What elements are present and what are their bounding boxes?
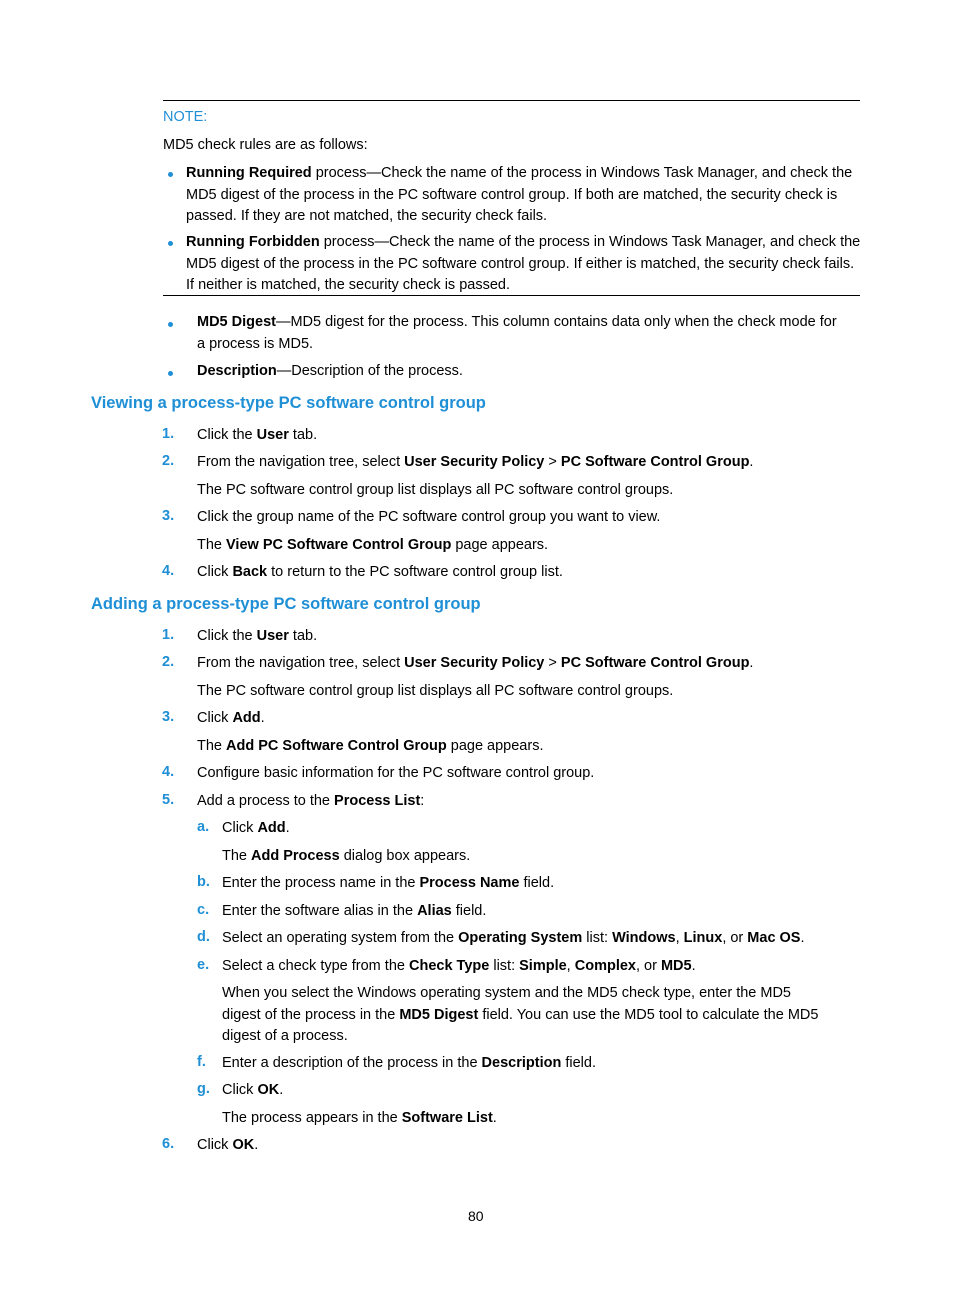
note-rule-running-forbidden: Running Forbidden process—Check the name of the process in Windows Task Manager, and check the MD5 digest of the process in the PC software control group. If either is matched, the security check fails. If neither is matched, the security check is passed. (186, 234, 861, 293)
add-step-6: Click OK. (197, 1137, 259, 1153)
note-top-rule (163, 100, 860, 101)
heading-viewing: Viewing a process-type PC software control group (91, 394, 486, 412)
add-step-1: Click the User tab. (197, 628, 318, 644)
step-number: 6. (162, 1136, 175, 1152)
view-step-1: Click the User tab. (197, 427, 318, 443)
view-step-2-result: The PC software control group list displays all PC software control groups. (197, 482, 674, 498)
add-substep-a: Click Add. (222, 820, 290, 836)
view-step-3: Click the group name of the PC software control group you want to view. (197, 509, 661, 525)
page-number: 80 (468, 1208, 484, 1224)
step-number: 1. (162, 426, 175, 442)
step-number: 3. (162, 709, 175, 725)
note-intro: MD5 check rules are as follows: (163, 137, 368, 153)
add-step-4: Configure basic information for the PC software control group. (197, 765, 595, 781)
step-number: 3. (162, 508, 175, 524)
add-step-2: From the navigation tree, select User Security Policy > PC Software Control Group. (197, 655, 754, 671)
substep-letter: g. (197, 1081, 210, 1097)
add-substep-b: Enter the process name in the Process Name field. (222, 875, 555, 891)
field-bullet-1 (168, 322, 173, 327)
step-number: 5. (162, 792, 175, 808)
note-bullet-1 (168, 172, 173, 177)
add-substep-e-note: When you select the Windows operating system and the MD5 check type, enter the MD5 digest of the process in the MD5 Digest field. You can use the MD5 tool to calculate the MD5 digest of a process. (222, 985, 819, 1044)
add-substep-a-result: The Add Process dialog box appears. (222, 848, 471, 864)
add-substep-f: Enter a description of the process in the Description field. (222, 1055, 596, 1071)
heading-adding: Adding a process-type PC software control group (91, 595, 481, 613)
substep-letter: a. (197, 819, 210, 835)
substep-letter: d. (197, 929, 210, 945)
add-step-3-result: The Add PC Software Control Group page appears. (197, 738, 544, 754)
add-substep-d: Select an operating system from the Operating System list: Windows, Linux, or Mac OS. (222, 930, 805, 946)
note-label: NOTE: (163, 109, 208, 125)
note-bullet-2 (168, 241, 173, 246)
note-rule-running-required: Running Required process—Check the name of the process in Windows Task Manager, and check the MD5 digest of the process in the PC software control group. If both are matched, the security check is passed. If they are not matched, the security check fails. (186, 165, 853, 224)
field-bullet-2 (168, 371, 173, 376)
view-step-2: From the navigation tree, select User Security Policy > PC Software Control Group. (197, 454, 754, 470)
step-number: 2. (162, 654, 175, 670)
add-substep-g-result: The process appears in the Software List. (222, 1110, 497, 1126)
add-step-3: Click Add. (197, 710, 265, 726)
add-step-2-result: The PC software control group list displays all PC software control groups. (197, 683, 674, 699)
step-number: 2. (162, 453, 175, 469)
add-substep-e: Select a check type from the Check Type list: Simple, Complex, or MD5. (222, 958, 696, 974)
substep-letter: e. (197, 957, 210, 973)
field-md5-digest: MD5 Digest—MD5 digest for the process. This column contains data only when the check mode for a process is MD5. (197, 314, 837, 352)
note-bottom-rule (163, 295, 860, 296)
field-description: Description—Description of the process. (197, 363, 463, 379)
view-step-4: Click Back to return to the PC software control group list. (197, 564, 563, 580)
add-step-5: Add a process to the Process List: (197, 793, 425, 809)
substep-letter: b. (197, 874, 210, 890)
step-number: 1. (162, 627, 175, 643)
view-step-3-result: The View PC Software Control Group page appears. (197, 537, 549, 553)
add-substep-c: Enter the software alias in the Alias field. (222, 903, 487, 919)
step-number: 4. (162, 563, 175, 579)
step-number: 4. (162, 764, 175, 780)
substep-letter: f. (197, 1054, 206, 1070)
substep-letter: c. (197, 902, 210, 918)
add-substep-g: Click OK. (222, 1082, 284, 1098)
